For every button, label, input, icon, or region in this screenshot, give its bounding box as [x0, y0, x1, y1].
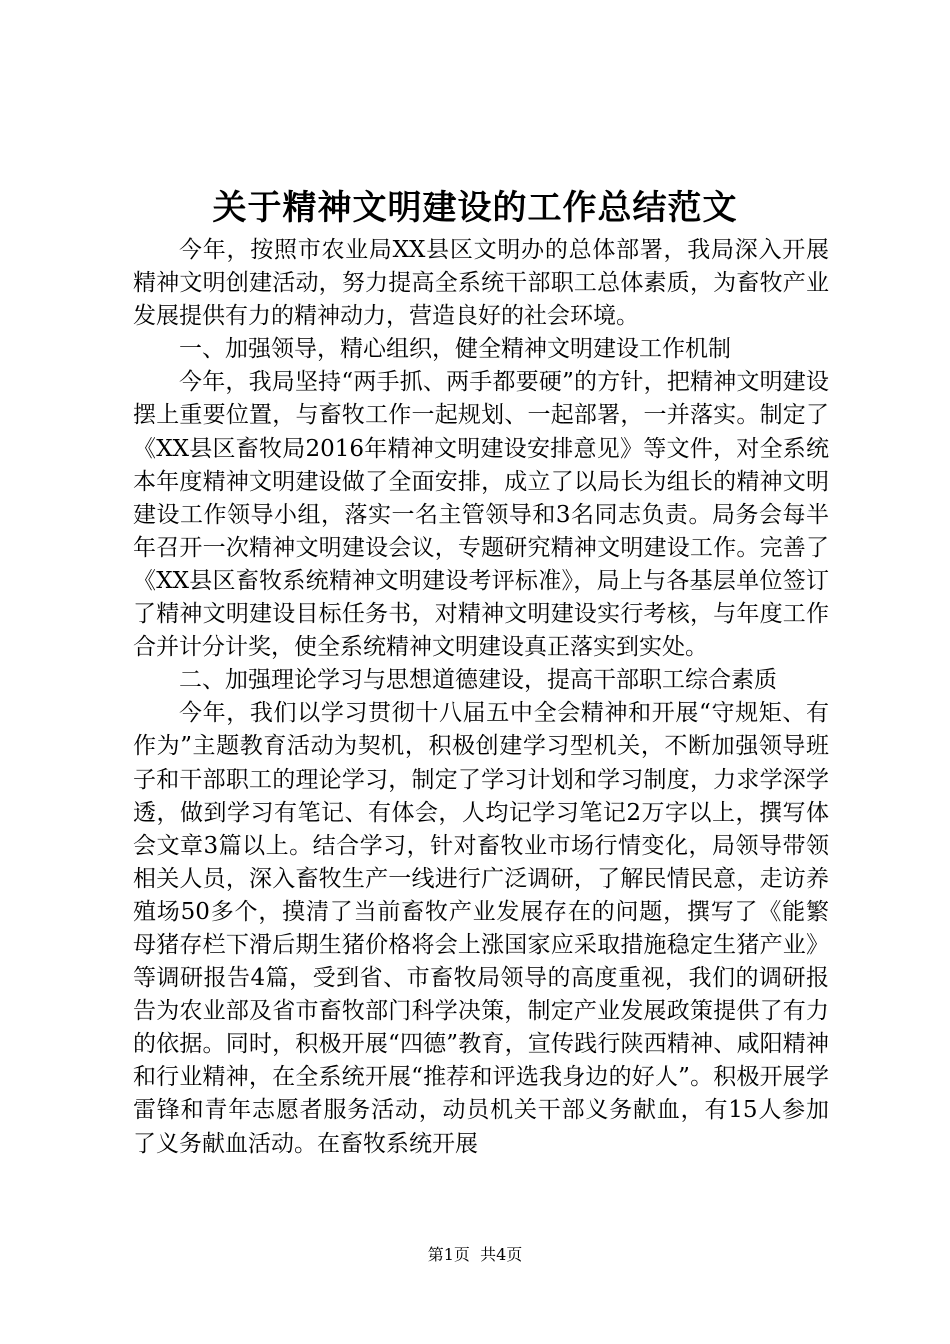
section-heading-2: 二、加强理论学习与思想道德建设，提高干部职工综合素质: [179, 667, 777, 694]
document-body: [133, 234, 829, 1161]
section-heading-1: 一、加强领导，精心组织，健全精神文明建设工作机制: [179, 336, 731, 363]
page-number: 第1页 共4页: [427, 1245, 523, 1264]
page-footer: [0, 1244, 950, 1266]
paragraph-intro: 今年，按照市农业局XX县区文明办的总体部署，我局深入开展精神文明创建活动，努力提高全系统干部职工总体素质，为畜牧产业发展提供有力的精神动力，营造良好的社会环境。: [133, 237, 829, 330]
document-title: 关于精神文明建设的工作总结范文: [212, 188, 738, 228]
paragraph-section-2: 今年，我们以学习贯彻十八届五中全会精神和开展“守规矩、有作为”主题教育活动为契机，积极创建学习型机关，不断加强领导班子和干部职工的理论学习，制定了学习计划和学习制度，力求学深学透，做到学习有笔记、有体会，人均记学习笔记2万字以上，撰写体会文章3篇以上。结合学习，针对畜牧业市场行情变化，局领导带领相关人员，深入畜牧生产一线进行广泛调研，了解民情民意，走访养殖场50多个，摸清了当前畜牧产业发展存在的问题，撰写了《能繁母猪存栏下滑后期生猪价格将会上涨国家应采取措施稳定生猪产业》等调研报告4篇，受到省、市畜牧局领导的高度重视，我们的调研报告为农业部及省市畜牧部门科学决策，制定产业发展政策提供了有力的依据。同时，积极开展“四德”教育，宣传践行陕西精神、咸阳精神和行业精神，在全系统开展“推荐和评选我身边的好人”。积极开展学雷锋和青年志愿者服务活动，动员机关干部义务献血，有15人参加了义务献血活动。在畜牧系统开展: [133, 700, 829, 1157]
paragraph-section-1: 今年，我局坚持“两手抓、两手都要硬”的方针，把精神文明建设摆上重要位置，与畜牧工作一起规划、一起部署，一并落实。制定了《XX县区畜牧局2016年精神文明建设安排意见》等文件，对全系统本年度精神文明建设做了全面安排，成立了以局长为组长的精神文明建设工作领导小组，落实一名主管领导和3名同志负责。局务会每半年召开一次精神文明建设会议，专题研究精神文明建设工作。完善了《XX县区畜牧系统精神文明建设考评标准》，局上与各基层单位签订了精神文明建设目标任务书，对精神文明建设实行考核，与年度工作合并计分计奖，使全系统精神文明建设真正落实到实处。: [133, 369, 829, 661]
